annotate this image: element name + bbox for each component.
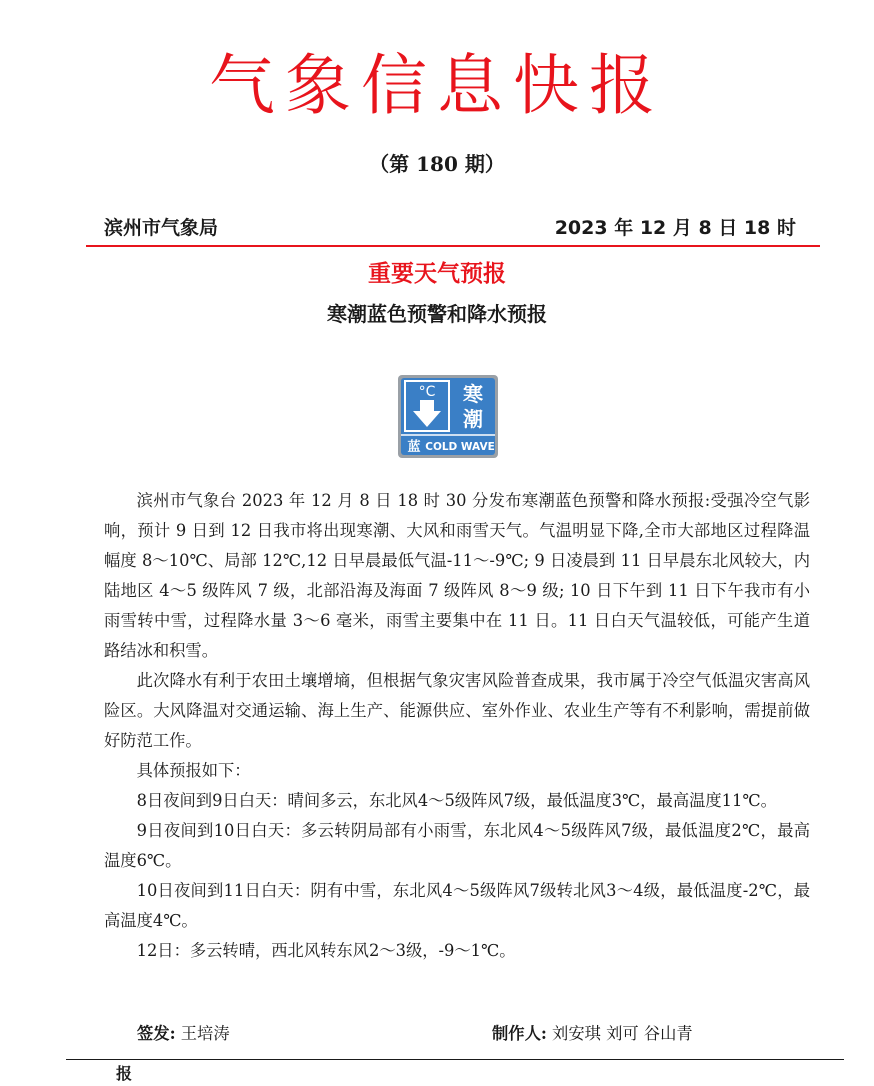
hanzi-top: 寒	[463, 382, 483, 406]
bulletin-title: 气象信息快报	[209, 47, 665, 124]
unit-label: °C	[418, 384, 436, 400]
bulletin-body	[104, 486, 810, 966]
forecast-item: 10日夜间到11日白天：阴有中雪，东北风4～5级阵风7级转北风3～4级，最低温度-2℃，最高温度4℃。	[104, 881, 810, 930]
body-paragraph: 此次降水有利于农田土壤增墒，但根据气象灾害风险普查成果，我市属于冷空气低温灾害高风险区。大风降温对交通运输、海上生产、能源供应、室外作业、农业生产等有不利影响，需提前做好防范工作。	[104, 671, 810, 750]
forecast-item: 9日夜间到10日白天：多云转阴局部有小雨雪，东北风4～5级阵风7级，最低温度2℃，最高温度6℃。	[104, 821, 810, 870]
issue-date: 2023 年 12 月 8 日 18 时	[554, 217, 796, 239]
issuer	[137, 1020, 230, 1048]
author-names: 刘安琪 刘可 谷山青	[552, 1024, 693, 1043]
issuer-name: 王培涛	[180, 1024, 230, 1043]
body-paragraph: 具体预报如下：	[136, 761, 251, 780]
cold-wave-icon-graphic	[398, 375, 498, 458]
issuer-label: 签发:	[137, 1024, 176, 1043]
header-divider	[86, 245, 820, 247]
body-paragraph: 滨州市气象台 2023 年 12 月 8 日 18 时 30 分发布寒潮蓝色预警和降水预报:受强冷空气影响，预计 9 日到 12 日我市将出现寒潮、大风和雨雪天气。气温明显下降,全市大部地区过程降温幅度 8～10℃、局部 12℃,12 日早晨最低气温-11～-9℃; 9 日凌晨到 11 日早晨东北风较大，内陆地区 4～5 级阵风 7 级，北部沿海及海面 7 级阵风 8～9 级; 10 日下午到 11 日下午我市有小雨雪转中雪，过程降水量 3～6 毫米，雨雪主要集中在 11 日。11 日白天气温较低，可能产生道路结冰和积雪。	[104, 491, 810, 660]
cut-off-text: 报	[116, 1064, 133, 1083]
headline: 重要天气预报	[368, 261, 506, 287]
issue-number: （第 180 期）	[369, 152, 505, 176]
author-label: 制作人:	[492, 1024, 547, 1043]
subheadline: 寒潮蓝色预警和降水预报	[327, 302, 547, 326]
forecast-item: 12日：多云转晴，西北风转东风2～3级，-9～1℃。	[136, 941, 516, 960]
forecast-item: 8日夜间到9日白天：晴间多云，东北风4～5级阵风7级，最低温度3℃，最高温度11℃。	[136, 791, 777, 810]
footer-divider	[66, 1059, 844, 1060]
hanzi-bottom: 潮	[463, 407, 483, 431]
cold-wave-blue-warning-icon	[398, 375, 498, 458]
issuing-organization: 滨州市气象局	[104, 217, 219, 239]
english-label: COLD WAVE	[425, 441, 495, 453]
author	[492, 1020, 693, 1048]
level-label: 蓝	[407, 440, 421, 455]
